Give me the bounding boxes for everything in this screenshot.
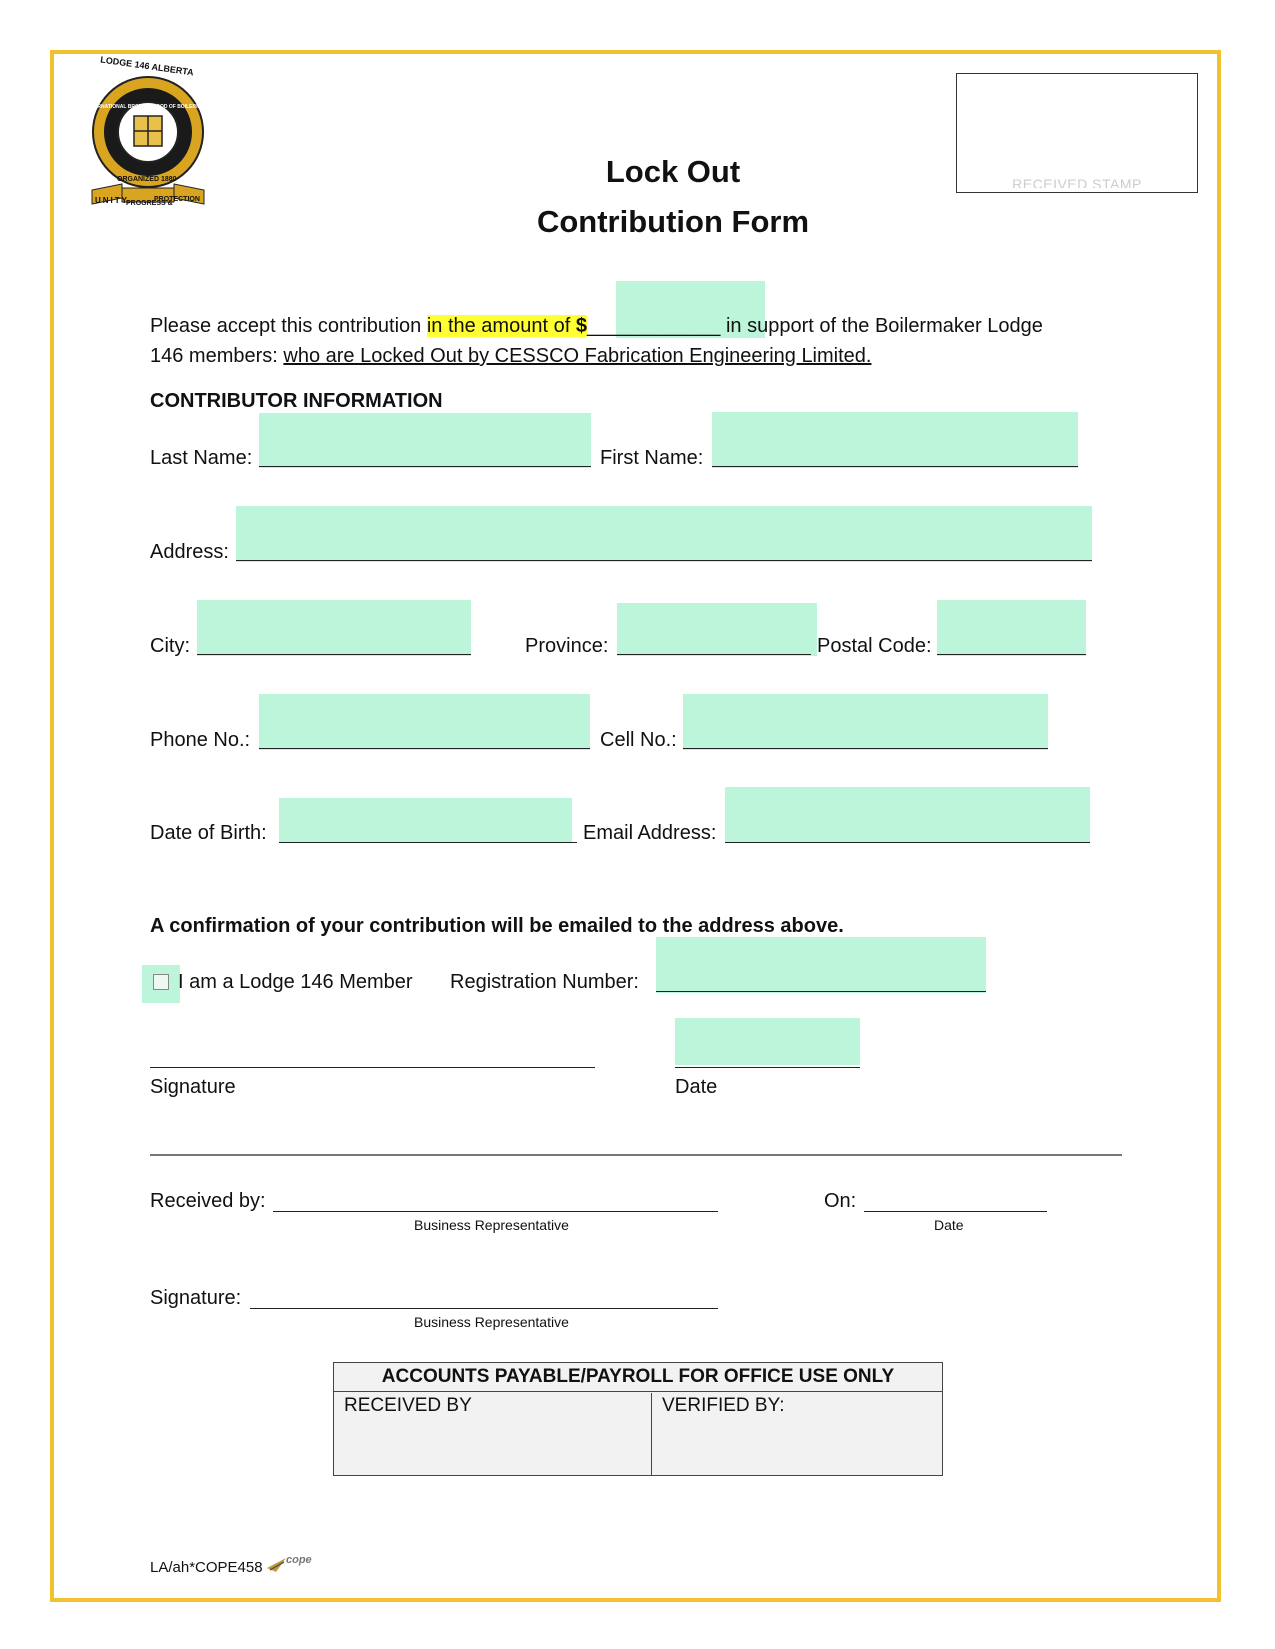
office-verified-by-label: VERIFIED BY:: [662, 1395, 785, 1416]
logo-ribbon-left: UNITY: [95, 196, 129, 205]
logo-organized: ORGANIZED 1880: [117, 176, 177, 183]
email-input[interactable]: [725, 787, 1090, 843]
office-received-by: [334, 1393, 652, 1475]
footer-code: LA/ah*COPE458: [150, 1559, 263, 1576]
email-label: Email Address:: [583, 822, 717, 844]
postal-code-label: Postal Code:: [817, 635, 932, 657]
first-name-underline: [712, 466, 1078, 467]
city-underline: [197, 654, 471, 655]
phone-underline: [259, 748, 590, 749]
rep-signature-label: Signature:: [150, 1287, 242, 1309]
province-underline: [617, 654, 811, 655]
business-rep-caption-2: Business Representative: [414, 1314, 569, 1330]
office-use-heading: ACCOUNTS PAYABLE/PAYROLL FOR OFFICE USE ONLY: [334, 1363, 942, 1392]
address-label: Address:: [150, 541, 229, 563]
dob-input[interactable]: [279, 798, 572, 843]
intro-highlight-text: in the amount of: [426, 315, 576, 337]
on-date-caption: Date: [934, 1217, 964, 1233]
business-rep-caption: Business Representative: [414, 1217, 569, 1233]
logo-ring-top: LODGE 146 ALBERTA: [99, 54, 195, 78]
address-underline: [236, 560, 1092, 561]
dollar-sign: $: [575, 315, 587, 337]
postal-code-underline: [937, 654, 1086, 655]
form-title-line2: Contribution Form: [536, 204, 810, 239]
office-verified-by: [652, 1393, 942, 1475]
intro-line2-underlined: who are Locked Out by CESSCO Fabrication Engineering Limited.: [283, 345, 872, 367]
dob-underline: [279, 842, 577, 843]
last-name-underline: [259, 466, 591, 467]
province-label: Province:: [525, 635, 609, 657]
cell-underline: [683, 748, 1048, 749]
postal-code-input[interactable]: [937, 600, 1086, 656]
date-label: Date: [675, 1076, 718, 1098]
received-stamp-label: RECEIVED STAMP: [1012, 176, 1142, 188]
form-title-line1: Lock Out: [605, 154, 741, 189]
intro-line2-prefix: 146 members:: [150, 345, 284, 367]
signature-label: Signature: [150, 1076, 236, 1098]
received-stamp-box: [956, 73, 1198, 193]
office-received-by-label: RECEIVED BY: [344, 1395, 472, 1416]
intro-highlight: [427, 315, 587, 337]
amount-blank: ____________: [586, 315, 721, 337]
intro-part1: Please accept this contribution: [150, 315, 427, 337]
on-date-line: [864, 1211, 1047, 1212]
cope-logo-text: cope: [286, 1554, 312, 1566]
rep-signature-line: [250, 1308, 718, 1309]
section-divider: [150, 1154, 1122, 1156]
logo-ribbon-right: PROTECTION: [154, 196, 200, 203]
address-input[interactable]: [236, 506, 1092, 562]
signature-line: [150, 1067, 595, 1068]
last-name-label: Last Name:: [150, 447, 253, 469]
date-input[interactable]: [675, 1018, 860, 1065]
registration-input[interactable]: [656, 937, 986, 993]
city-label: City:: [150, 635, 190, 657]
logo-ring-inner: INTERNATIONAL BROTHERHOOD OF BOILERMAKERS: [86, 104, 218, 110]
cell-input[interactable]: [683, 694, 1048, 750]
confirmation-note: A confirmation of your contribution will be emailed to the address above.: [150, 915, 844, 937]
date-underline: [675, 1067, 860, 1068]
first-name-input[interactable]: [712, 412, 1078, 468]
registration-underline: [656, 991, 986, 992]
dob-label: Date of Birth:: [150, 822, 267, 844]
lodge-logo: [82, 62, 212, 212]
intro-line1: [150, 314, 1043, 338]
received-by-label: Received by:: [150, 1190, 266, 1212]
member-checkbox[interactable]: [153, 974, 169, 990]
received-by-line: [273, 1211, 718, 1212]
phone-input[interactable]: [259, 694, 590, 750]
on-label: On:: [824, 1190, 857, 1212]
section-heading: CONTRIBUTOR INFORMATION: [150, 390, 443, 412]
city-input[interactable]: [197, 600, 471, 656]
last-name-input[interactable]: [259, 413, 591, 468]
intro-line2: [150, 344, 871, 368]
intro-part2: in support of the Boilermaker Lodge: [720, 315, 1043, 337]
first-name-label: First Name:: [600, 447, 704, 469]
member-label: I am a Lodge 146 Member: [178, 971, 413, 993]
phone-label: Phone No.:: [150, 729, 251, 751]
cope-logo-icon: [266, 1556, 288, 1574]
registration-label: Registration Number:: [450, 971, 639, 993]
province-input[interactable]: [617, 603, 817, 656]
email-underline: [725, 842, 1090, 843]
logo-ribbon-mid: PROGRESS &: [126, 200, 173, 207]
cell-label: Cell No.:: [600, 729, 677, 751]
office-use-box: [333, 1362, 943, 1476]
